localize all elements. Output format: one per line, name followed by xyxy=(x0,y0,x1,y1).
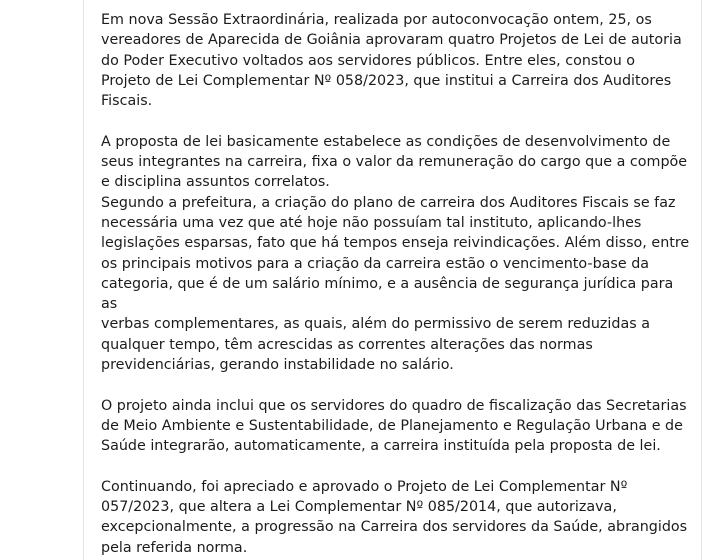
paragraph-projeto-inclui xyxy=(101,396,691,457)
article-body xyxy=(101,10,691,558)
paragraph-sessao-extraordinaria xyxy=(101,10,691,111)
text-line: Segundo a prefeitura, a criação do plano de carreira dos Auditores Fiscais se faz xyxy=(101,194,676,211)
text-line: os principais motivos para a criação da carreira estão o vencimento-base da xyxy=(101,255,650,272)
paragraph-prefeitura xyxy=(101,193,691,376)
paragraph-spacer xyxy=(101,111,691,131)
text-line: do Poder Executivo voltados aos servidores públicos. Entre eles, constou o xyxy=(101,52,636,69)
text-line: vereadores de Aparecida de Goiânia aprovaram quatro Projetos de Lei de autoria xyxy=(101,32,682,49)
left-divider xyxy=(83,0,84,560)
text-line: necessária uma vez que até hoje não possuíam tal instituto, aplicando-lhes xyxy=(101,214,642,231)
right-divider xyxy=(701,0,702,560)
text-line: Em nova Sessão Extraordinária, realizada por autoconvocação ontem, 25, os xyxy=(101,12,652,28)
text-line: seus integrantes na carreira, fixa o valor da remuneração do cargo que a compõe xyxy=(101,154,688,171)
paragraph-continuando xyxy=(101,477,691,558)
text-line: Saúde integrarão, automaticamente, a carreira instituída pela proposta de lei. xyxy=(101,438,661,455)
text-line: pela referida norma. xyxy=(101,539,248,556)
paragraph-spacer xyxy=(101,457,691,477)
text-line: e disciplina assuntos correlatos. xyxy=(101,174,330,191)
paragraph-spacer xyxy=(101,375,691,395)
text-line: 057/2023, que altera a Lei Complementar Nº 085/2014, que autorizava, xyxy=(101,499,617,516)
text-line: legislações esparsas, fato que há tempos enseja reivindicações. Além disso, entre xyxy=(101,235,690,252)
text-line: Fiscais. xyxy=(101,93,153,110)
text-line: qualquer tempo, têm acrescidas as correntes alterações das normas xyxy=(101,336,593,353)
text-line: verbas complementares, as quais, além do permissivo de serem reduzidas a xyxy=(101,316,650,333)
text-line: de Meio Ambiente e Sustentabilidade, de Planejamento e Regulação Urbana e de xyxy=(101,417,683,434)
text-line: Continuando, foi apreciado e aprovado o Projeto de Lei Complementar Nº xyxy=(101,478,628,495)
text-line: previdenciárias, gerando instabilidade no salário. xyxy=(101,357,454,374)
text-line: A proposta de lei basicamente estabelece as condições de desenvolvimento de xyxy=(101,133,671,150)
text-line: excepcionalmente, a progressão na Carreira dos servidores da Saúde, abrangidos xyxy=(101,519,688,536)
text-line: O projeto ainda inclui que os servidores do quadro de fiscalização das Secretarias xyxy=(101,397,687,414)
text-line: Projeto de Lei Complementar Nº 058/2023, que institui a Carreira dos Auditores xyxy=(101,72,672,89)
text-line: categoria, que é de um salário mínimo, e a ausência de segurança jurídica para as xyxy=(101,275,674,313)
paragraph-proposta xyxy=(101,132,691,193)
